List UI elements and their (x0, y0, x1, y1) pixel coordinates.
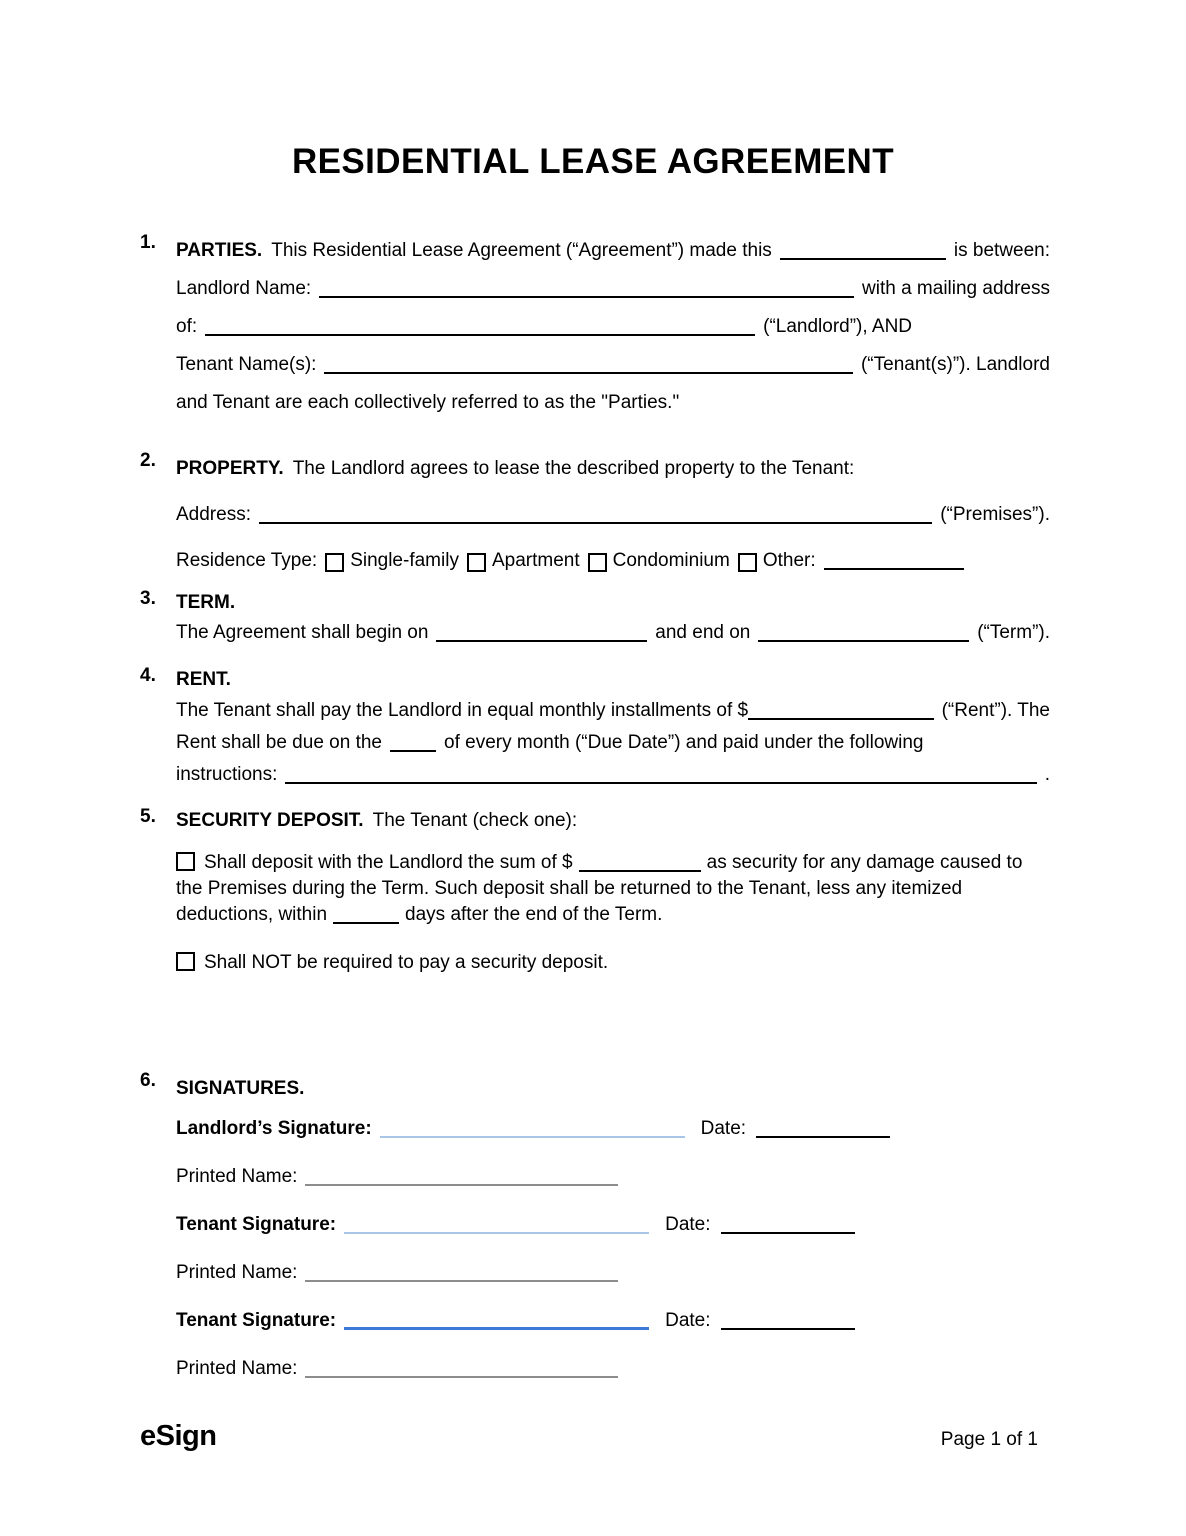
rent-amount-suffix: (“Rent”). The (941, 700, 1050, 721)
date-label: Date: (665, 1310, 711, 1331)
tenant-signature-row-1 (176, 1212, 1050, 1260)
section-number: 4. (140, 665, 156, 686)
printed-name-label: Printed Name: (176, 1262, 298, 1283)
tenant-names-line (176, 346, 1050, 384)
tenant-signature-date-field-2[interactable] (721, 1328, 855, 1330)
landlord-address-suffix: (“Landlord”), AND (763, 316, 913, 337)
landlord-name-label: Landlord Name: (176, 278, 312, 299)
payment-instructions-field[interactable] (285, 782, 1036, 784)
parties-closing-line (176, 384, 1050, 422)
landlord-name-line (176, 270, 1050, 308)
section-heading: RENT. (176, 669, 231, 690)
section-number: 1. (140, 232, 156, 253)
no-deposit-checkbox[interactable] (176, 952, 195, 971)
tenant-names-field[interactable] (324, 372, 853, 374)
residence-option-label: Apartment (491, 550, 580, 571)
rent-instructions-line (176, 759, 1050, 791)
section-number: 5. (140, 806, 156, 827)
property-intro-text: The Landlord agrees to lease the described property to the Tenant: (292, 458, 855, 479)
term-start-date-field[interactable] (436, 640, 647, 642)
deposit-option-text: as security for any damage caused to the Premises during the Term. Such deposit shall be returned to the Tenant, less any itemized deductions, within (176, 852, 1023, 925)
rent-due-day-field[interactable] (390, 750, 436, 752)
premises-address-field[interactable] (259, 522, 932, 524)
section-heading: SECURITY DEPOSIT. (176, 810, 364, 831)
rent-due-text: Rent shall be due on the (176, 732, 382, 753)
tenant-signature-label: Tenant Signature: (176, 1214, 337, 1235)
landlord-signature-date-field[interactable] (756, 1136, 890, 1138)
term-end-text: and end on (655, 622, 751, 643)
term-heading-line (176, 588, 1050, 618)
section-signatures (140, 1070, 1050, 1404)
deposit-return-days-field[interactable] (333, 922, 399, 924)
deposit-amount-field[interactable] (579, 870, 701, 872)
deposit-heading-line (176, 806, 1050, 836)
page-number: Page 1 of 1 (940, 1429, 1038, 1450)
premises-address-line (176, 496, 1050, 534)
landlord-address-label: of: (176, 316, 198, 337)
term-end-date-field[interactable] (758, 640, 969, 642)
agreement-date-field[interactable] (780, 258, 946, 260)
deposit-option-text: Shall deposit with the Landlord the sum of $ (204, 852, 573, 873)
document-title: RESIDENTIAL LEASE AGREEMENT (292, 142, 894, 181)
section-property (140, 450, 1050, 580)
landlord-printed-name-row (176, 1164, 1050, 1212)
landlord-signature-label: Landlord’s Signature: (176, 1118, 372, 1139)
rent-amount-text: The Tenant shall pay the Landlord in equal monthly installments of $ (176, 700, 749, 721)
parties-intro-text: This Residential Lease Agreement (“Agreement”) made this (271, 240, 772, 261)
rent-amount-line (176, 695, 1050, 727)
residence-type-line (176, 542, 1050, 580)
landlord-signature-field[interactable] (380, 1136, 685, 1138)
rent-instructions-label: instructions: (176, 764, 278, 785)
other-residence-label: Other: (762, 550, 816, 571)
residence-type-label: Residence Type: (176, 550, 318, 571)
tenant-signature-field-1[interactable] (344, 1232, 649, 1234)
landlord-address-line (176, 308, 1050, 346)
single-family-checkbox[interactable] (325, 553, 344, 572)
landlord-name-suffix: with a mailing address (862, 278, 1050, 299)
section-number: 6. (140, 1070, 156, 1091)
section-parties (140, 232, 1050, 422)
section-heading: PROPERTY. (176, 458, 284, 479)
section-heading: TERM. (176, 592, 236, 613)
printed-name-label: Printed Name: (176, 1358, 298, 1379)
deposit-option-required (176, 850, 1050, 928)
section-rent (140, 665, 1050, 791)
tenant-names-label: Tenant Name(s): (176, 354, 317, 375)
section-term (140, 588, 1050, 648)
date-label: Date: (665, 1214, 711, 1235)
parties-closing-text: and Tenant are each collectively referred to as the "Parties." (176, 392, 680, 413)
landlord-name-field[interactable] (319, 296, 854, 298)
landlord-address-field[interactable] (205, 334, 755, 336)
tenant-signature-row-2 (176, 1308, 1050, 1356)
page-footer (140, 1420, 1038, 1453)
parties-intro-suffix: is between: (953, 240, 1050, 261)
rent-due-suffix: of every month (“Due Date”) and paid under the following (444, 732, 924, 753)
rent-heading-line (176, 665, 1050, 695)
printed-name-label: Printed Name: (176, 1166, 298, 1187)
parties-intro-line (176, 232, 1050, 270)
residence-option-label: Condominium (612, 550, 730, 571)
section-number: 3. (140, 588, 156, 609)
condominium-checkbox[interactable] (588, 553, 607, 572)
section-heading: PARTIES. (176, 240, 263, 261)
term-begin-text: The Agreement shall begin on (176, 622, 429, 643)
premises-address-suffix: (“Premises”). (940, 504, 1050, 525)
rent-instructions-period: . (1044, 764, 1050, 785)
date-label: Date: (700, 1118, 747, 1139)
other-residence-field[interactable] (824, 568, 964, 570)
tenant-signature-field-2[interactable] (344, 1327, 649, 1330)
tenant-signature-date-field-1[interactable] (721, 1232, 855, 1234)
section-security-deposit (140, 806, 1050, 976)
tenant-printed-name-row-2 (176, 1356, 1050, 1404)
premises-address-label: Address: (176, 504, 251, 525)
deposit-intro-text: The Tenant (check one): (372, 810, 578, 831)
rent-due-line (176, 727, 1050, 759)
tenant-printed-name-field-2[interactable] (305, 1376, 618, 1378)
tenant-printed-name-row-1 (176, 1260, 1050, 1308)
landlord-printed-name-field[interactable] (305, 1184, 618, 1186)
term-suffix: (“Term”). (977, 622, 1051, 643)
landlord-signature-row (176, 1116, 1050, 1164)
esign-logo: eSign (140, 1420, 217, 1452)
tenant-printed-name-field-1[interactable] (305, 1280, 618, 1282)
other-residence-checkbox[interactable] (738, 553, 757, 572)
rent-amount-field[interactable] (748, 718, 933, 720)
term-dates-line (176, 618, 1050, 648)
property-intro-line (176, 450, 1050, 488)
tenant-signature-label: Tenant Signature: (176, 1310, 337, 1331)
apartment-checkbox[interactable] (467, 553, 486, 572)
section-number: 2. (140, 450, 156, 471)
deposit-option-text: days after the end of the Term. (405, 904, 663, 925)
section-heading: SIGNATURES. (176, 1078, 305, 1099)
deposit-required-checkbox[interactable] (176, 852, 195, 871)
no-deposit-text: Shall NOT be required to pay a security deposit. (204, 952, 609, 973)
residence-option-label: Single-family (350, 550, 459, 571)
deposit-option-not-required (176, 950, 1050, 976)
tenant-names-suffix: (“Tenant(s)”). Landlord (860, 354, 1050, 375)
signatures-heading-line (176, 1070, 1050, 1108)
